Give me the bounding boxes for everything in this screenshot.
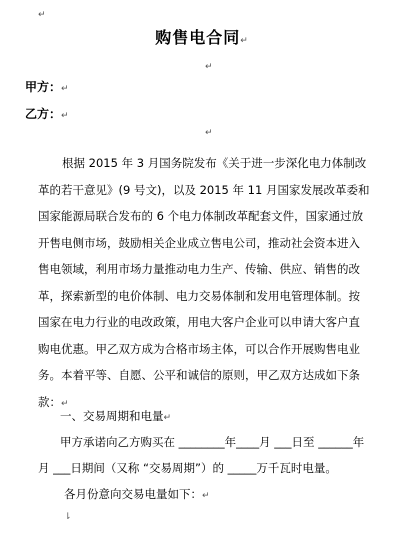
body-line: 革，探索新型的电价体制、电力交易体制和发用电管理体制。按 (38, 288, 360, 303)
preamble-paragraph (38, 150, 378, 415)
body-line: 根据 2015 年 3 月国务院发布《关于进一步深化电力体制改 (62, 156, 367, 170)
paragraph-mark: ↵ (202, 491, 210, 501)
body-line: 国家在电力行业的电改政策，用电大客户企业可以申请大客户直 (38, 315, 360, 329)
body-line-text: 款： (38, 394, 61, 409)
paragraph-mark: ↵ (38, 10, 46, 20)
clause-line (64, 486, 210, 504)
body-line: 购电优惠。甲乙双方成为合格市场主体，可以合作开展购售电业 (38, 341, 360, 356)
clause-line: 甲方承诺向乙方购买在 ________年____月 ___日至 ______年 (60, 435, 365, 449)
party-a-line (25, 79, 69, 97)
body-line: 国家能源局联合发布的 6 个电力体制改革配套文件，国家通过放 (38, 209, 364, 223)
contract-title (0, 28, 404, 51)
paragraph-mark: ↵ (61, 398, 69, 409)
section-heading-text: 一、交易周期和电量 (60, 409, 164, 423)
party-a-label: 甲方： (25, 80, 62, 94)
paragraph-mark: ↵ (61, 84, 69, 94)
paragraph-mark: ↵ (240, 36, 249, 46)
clause-line: 月 ___日期间（又称 “交易周期”）的 _____万千瓦时电量。 (38, 461, 337, 475)
body-line: 开售电侧市场，鼓励相关企业成立售电公司，推动社会资本进入 (38, 235, 360, 250)
body-line: 务。本着平等、自愿、公平和诚信的原则，甲乙双方达成如下条 (38, 368, 360, 382)
section-heading (60, 408, 171, 426)
paragraph-mark: ↵ (205, 128, 213, 138)
title-text: 购售电合同 (155, 28, 241, 47)
paragraph-mark: ⇂ (64, 512, 72, 522)
paragraph-mark: ↵ (205, 62, 213, 72)
party-b-label: 乙方： (25, 107, 62, 121)
clause-line-text: 各月份意向交易电量如下： (64, 487, 202, 501)
paragraph-mark: ↵ (61, 111, 69, 121)
body-line: 革的若干意见》(9 号文)，以及 2015 年 11 月国家发展改革委和 (38, 182, 370, 197)
party-b-line (25, 106, 69, 124)
paragraph-mark: ↵ (163, 413, 172, 423)
body-line: 售电领域，利用市场力量推动电力生产、传输、供应、销售的改 (38, 262, 360, 276)
